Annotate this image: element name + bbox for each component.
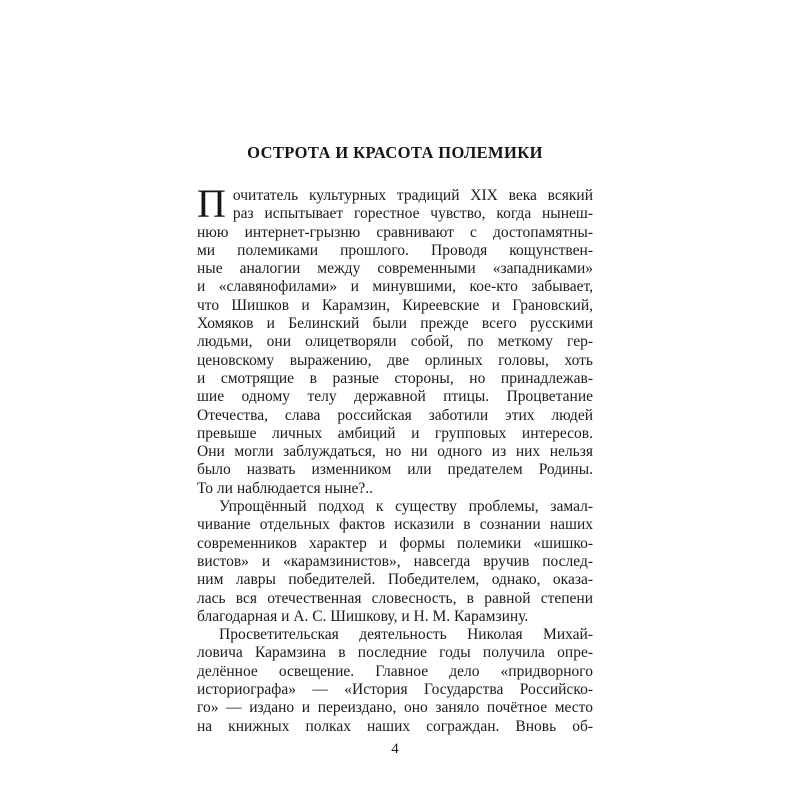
text-line: делённое освещение. Главное дело «придворного (197, 662, 593, 680)
text-line: нюю интернет-грызню сравнивают с достопамятны- (197, 223, 593, 241)
paragraph (197, 498, 593, 626)
text-line: То ли наблюдается ныне?.. (197, 479, 374, 497)
text-line: Отечества, слава российская заботили этих людей (197, 406, 593, 424)
text-line: историографа» — «История Государства Российско- (197, 681, 593, 699)
text-line: Они могли заблуждаться, но ни одного из них нельзя (197, 443, 593, 461)
text-line: лась вся отечественная словесность, в равной степени (197, 589, 593, 607)
text-line: и смотрящие в разные стороны, но принадлежав- (197, 369, 593, 387)
text-line: было назвать изменником или предателем Родины. (197, 461, 593, 479)
text-line: современников характер и формы полемики «шишко- (197, 534, 593, 552)
text-line: превыше личных амбиций и групповых интересов. (197, 424, 593, 442)
text-line: благодарная и А. С. Шишкову, и Н. М. Карамзину. (197, 607, 529, 625)
text-line: ные аналогии между современными «западниками» (197, 260, 593, 278)
chapter-title: ОСТРОТА И КРАСОТА ПОЛЕМИКИ (247, 143, 543, 162)
text-block (197, 143, 593, 736)
text-line: раз испытывает горестное чувство, когда нынеш- (232, 205, 593, 223)
drop-cap: П (197, 181, 226, 226)
text-line: очитатель культурных традиций XIX века всякий (232, 187, 593, 204)
text-line: и «славянофилами» и минувшими, кое-кто забывает, (197, 278, 593, 296)
text-line: Просветительская деятельность Николая Михай- (219, 626, 593, 644)
text-line: ним лавры победителей. Победителем, однако, оказа- (197, 571, 593, 589)
text-line: Хомяков и Белинский были прежде всего русскими (197, 315, 593, 333)
text-line: вистов» и «карамзинистов», навсегда вручив послед- (197, 552, 593, 570)
text-line: Упрощённый подход к существу проблемы, замал- (219, 498, 593, 516)
text-line: что Шишков и Карамзин, Киреевские и Грановский, (197, 296, 593, 314)
text-line: чивание отдельных фактов исказили в сознании наших (197, 516, 593, 534)
paragraphs-container (197, 181, 593, 736)
text-line: людьми, они олицетворяли собой, по меткому гер- (197, 333, 593, 351)
text-line: го» — издано и переиздано, оно заняло почётное место (197, 699, 593, 717)
text-line: шие одному телу державной птицы. Процветание (197, 388, 593, 406)
paragraph (197, 626, 593, 736)
text-line: на книжных полках наших сограждан. Вновь об- (197, 717, 593, 735)
text-line: ловича Карамзина в последние годы получила опре- (197, 644, 593, 662)
page-number: 4 (391, 741, 399, 757)
text-line: ми полемиками прошлого. Проводя кощунствен- (197, 241, 593, 259)
text-line: ценовскому выражению, две орлиных головы, хоть (197, 351, 593, 369)
paragraph (197, 181, 593, 498)
